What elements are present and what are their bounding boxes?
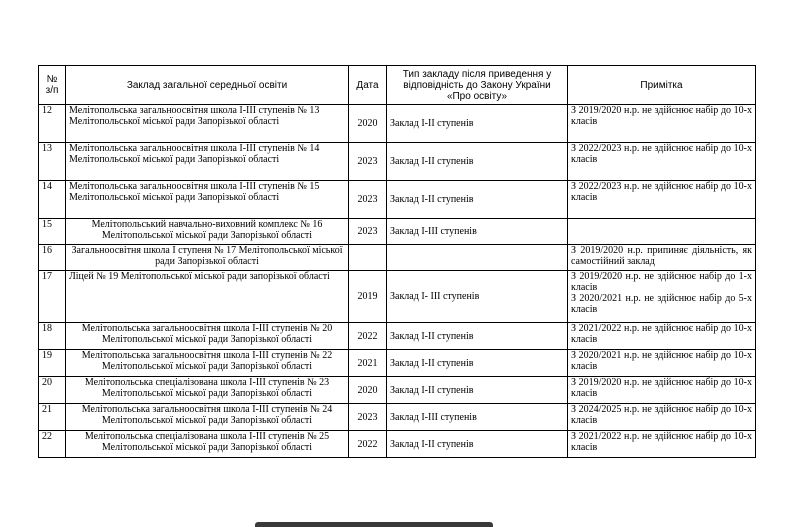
school-type: Заклад І-ІІІ ступенів: [387, 219, 568, 245]
table-row: [39, 271, 756, 323]
school-name: Мелітопольська загальноосвітня школа І-ІІІ ступенів № 13 Мелітопольської міської ради Запорізької області: [66, 105, 349, 143]
school-type: Заклад І-ІІ ступенів: [387, 431, 568, 458]
school-name: Ліцей № 19 Мелітопольської міської ради запорізької області: [66, 271, 349, 323]
note-line: З 2019/2020 н.р. не здійснює набір до 10-х класів: [571, 377, 752, 399]
table-row: [39, 350, 756, 377]
row-number: 22: [39, 431, 66, 458]
row-date: 2023: [349, 404, 387, 431]
school-name: Мелітопольська загальноосвітня школа І-ІІІ ступенів № 20 Мелітопольської міської ради Запорізької області: [66, 323, 349, 350]
table-row: [39, 323, 756, 350]
row-number: 13: [39, 143, 66, 181]
row-date: 2022: [349, 431, 387, 458]
note-line: З 2019/2020 н.р. припиняє діяльність, як самостійний заклад: [571, 245, 752, 267]
school-name: Мелітопольська загальноосвітня школа І-ІІІ ступенів № 14 Мелітопольської міської ради Запорізької області: [66, 143, 349, 181]
header-date: Дата: [349, 66, 387, 105]
school-type: Заклад І-ІІ ступенів: [387, 323, 568, 350]
row-number: 12: [39, 105, 66, 143]
row-date: 2020: [349, 377, 387, 404]
school-name: Мелітопольська спеціалізована школа І-ІІІ ступенів № 25 Мелітопольської міської ради Запорізької області: [66, 431, 349, 458]
school-name: Мелітопольська загальноосвітня школа І-ІІІ ступенів № 15 Мелітопольської міської ради Запорізької області: [66, 181, 349, 219]
note-line: З 2019/2020 н.р. не здійснює набір до 1-х класів: [571, 271, 752, 293]
school-type: Заклад І-ІІ ступенів: [387, 350, 568, 377]
header-name: Заклад загальної середньої освіти: [66, 66, 349, 105]
row-number: 18: [39, 323, 66, 350]
school-type: Заклад І-ІІ ступенів: [387, 143, 568, 181]
table-row: [39, 431, 756, 458]
row-note: [568, 404, 756, 431]
row-number: 19: [39, 350, 66, 377]
table-header-row: [39, 66, 756, 105]
row-date: 2019: [349, 271, 387, 323]
row-note: [568, 105, 756, 143]
note-line: З 2019/2020 н.р. не здійснює набір до 10-х класів: [571, 105, 752, 127]
row-number: 15: [39, 219, 66, 245]
row-number: 14: [39, 181, 66, 219]
row-note: [568, 181, 756, 219]
note-line: З 2020/2021 н.р. не здійснює набір до 10-х класів: [571, 350, 752, 372]
row-date: 2023: [349, 219, 387, 245]
school-name: Загальноосвітня школа І ступеня № 17 Мелітопольської міської ради Запорізької області: [66, 245, 349, 271]
school-name: Мелітопольська загальноосвітня школа І-ІІІ ступенів № 24 Мелітопольської міської ради Запорізької області: [66, 404, 349, 431]
row-date: [349, 245, 387, 271]
school-type: Заклад І-ІІ ступенів: [387, 181, 568, 219]
table-row: [39, 143, 756, 181]
horizontal-scrollbar[interactable]: [255, 522, 493, 527]
school-type: Заклад І-ІІ ступенів: [387, 105, 568, 143]
table-row: [39, 181, 756, 219]
table-row: [39, 219, 756, 245]
school-type: Заклад І-ІІ ступенів: [387, 377, 568, 404]
row-number: 21: [39, 404, 66, 431]
note-line: З 2024/2025 н.р. не здійснює набір до 10-х класів: [571, 404, 752, 426]
school-name: Мелітопольська спеціалізована школа І-ІІІ ступенів № 23 Мелітопольської міської ради Запорізької області: [66, 377, 349, 404]
row-note: [568, 143, 756, 181]
row-date: 2020: [349, 105, 387, 143]
row-note: [568, 323, 756, 350]
header-num: № з/п: [39, 66, 66, 105]
row-date: 2023: [349, 143, 387, 181]
row-note: [568, 245, 756, 271]
row-number: 20: [39, 377, 66, 404]
table-row: [39, 105, 756, 143]
row-number: 17: [39, 271, 66, 323]
row-date: 2022: [349, 323, 387, 350]
note-line: З 2021/2022 н.р. не здійснює набір до 10-х класів: [571, 431, 752, 453]
school-name: Мелітопольська загальноосвітня школа І-ІІІ ступенів № 22 Мелітопольської міської ради Запорізької області: [66, 350, 349, 377]
row-note: [568, 350, 756, 377]
table-row: [39, 245, 756, 271]
note-line: З 2020/2021 н.р. не здійснює набір до 5-х класів: [571, 293, 752, 315]
note-line: З 2021/2022 н.р. не здійснює набір до 10-х класів: [571, 323, 752, 345]
school-type: Заклад І- ІІІ ступенів: [387, 271, 568, 323]
document-page: [38, 65, 755, 458]
schools-table: [38, 65, 756, 458]
table-row: [39, 404, 756, 431]
row-note: [568, 431, 756, 458]
header-type: Тип закладу після приведення у відповідність до Закону України «Про освіту»: [387, 66, 568, 105]
note-line: З 2022/2023 н.р. не здійснює набір до 10-х класів: [571, 143, 752, 165]
row-note: [568, 219, 756, 245]
school-type: Заклад І-ІІІ ступенів: [387, 404, 568, 431]
row-date: 2023: [349, 181, 387, 219]
school-name: Мелітопольський навчально-виховний комплекс № 16 Мелітопольської міської ради Запорізької області: [66, 219, 349, 245]
header-note: Примітка: [568, 66, 756, 105]
school-type: [387, 245, 568, 271]
table-row: [39, 377, 756, 404]
row-note: [568, 377, 756, 404]
row-date: 2021: [349, 350, 387, 377]
row-note: [568, 271, 756, 323]
row-number: 16: [39, 245, 66, 271]
table-body: [39, 105, 756, 458]
note-line: З 2022/2023 н.р. не здійснює набір до 10-х класів: [571, 181, 752, 203]
